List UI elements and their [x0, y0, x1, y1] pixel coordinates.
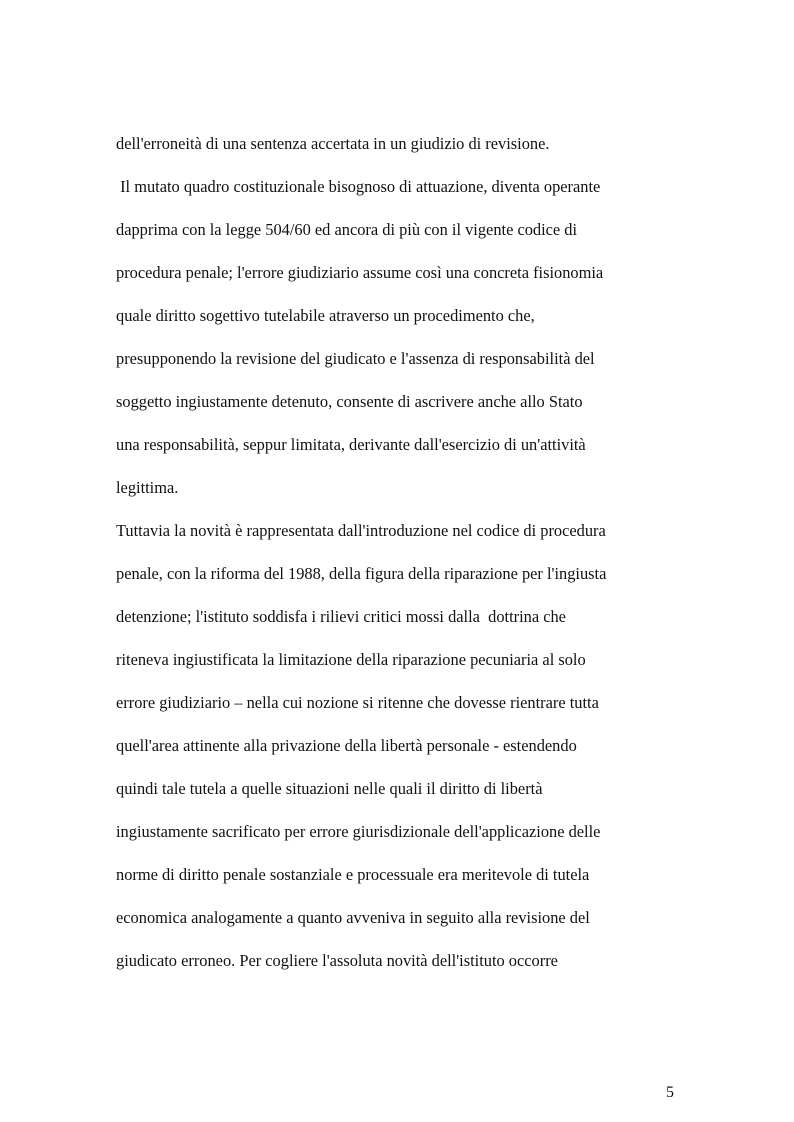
body-text-line: soggetto ingiustamente detenuto, consente di ascrivere anche allo Stato — [116, 392, 583, 411]
body-text-line: giudicato erroneo. Per cogliere l'assoluta novità dell'istituto occorre — [116, 951, 558, 970]
body-text-line: Il mutato quadro costituzionale bisognoso di attuazione, diventa operante — [116, 177, 601, 196]
body-text-line: legittima. — [116, 478, 179, 497]
body-text-line: presupponendo la revisione del giudicato e l'assenza di responsabilità del — [116, 349, 595, 368]
page-number: 5 — [666, 1084, 674, 1101]
body-text-line: quindi tale tutela a quelle situazioni nelle quali il diritto di libertà — [116, 779, 543, 798]
body-text-line: ingiustamente sacrificato per errore giurisdizionale dell'applicazione delle — [116, 822, 601, 841]
body-text-line: riteneva ingiustificata la limitazione della riparazione pecuniaria al solo — [116, 650, 586, 669]
body-text-line: errore giudiziario – nella cui nozione si ritenne che dovesse rientrare tutta — [116, 693, 599, 712]
body-text-line: procedura penale; l'errore giudiziario assume così una concreta fisionomia — [116, 263, 604, 282]
body-text-line: Tuttavia la novità è rappresentata dall'introduzione nel codice di procedura — [116, 521, 606, 540]
body-text-line: quell'area attinente alla privazione della libertà personale - estendendo — [116, 736, 577, 755]
body-text-line: norme di diritto penale sostanziale e processuale era meritevole di tutela — [116, 865, 590, 884]
body-text-line: detenzione; l'istituto soddisfa i rilievi critici mossi dalla dottrina che — [116, 607, 566, 626]
body-text-line: penale, con la riforma del 1988, della figura della riparazione per l'ingiusta — [116, 564, 607, 583]
body-text-line: dell'erroneità di una sentenza accertata in un giudizio di revisione. — [116, 134, 550, 153]
body-text-line: economica analogamente a quanto avveniva in seguito alla revisione del — [116, 908, 590, 927]
body-text-line: quale diritto sogettivo tutelabile atraverso un procedimento che, — [116, 306, 535, 325]
body-text-line: dapprima con la legge 504/60 ed ancora di più con il vigente codice di — [116, 220, 578, 239]
body-text-line: una responsabilità, seppur limitata, derivante dall'esercizio di un'attività — [116, 435, 586, 454]
